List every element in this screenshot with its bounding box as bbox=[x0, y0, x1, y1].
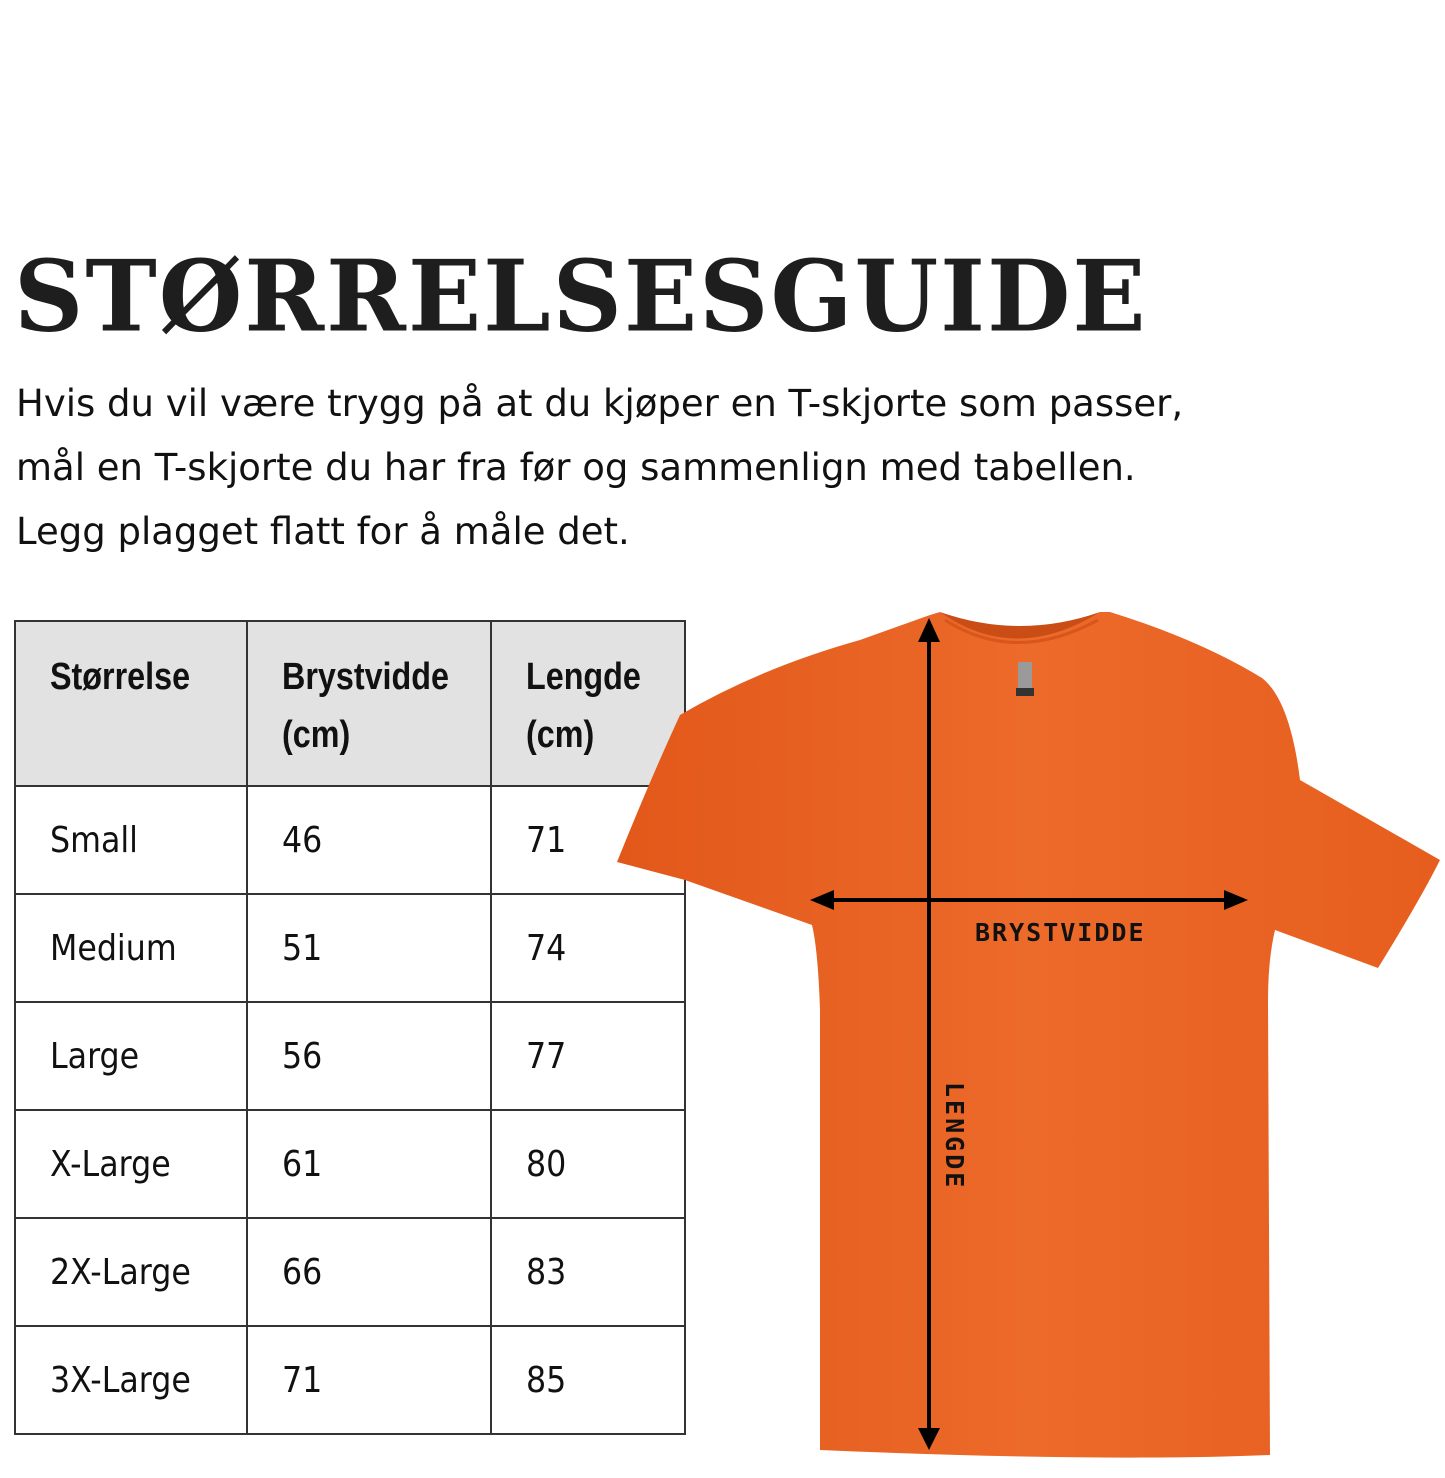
length-label: LENGDE bbox=[940, 1082, 969, 1191]
table-row bbox=[15, 786, 685, 894]
size-cell: 2X-Large bbox=[15, 1218, 247, 1326]
size-cell: X-Large bbox=[15, 1110, 247, 1218]
length-cell: 71 bbox=[491, 786, 685, 894]
chest-cell: 46 bbox=[247, 786, 491, 894]
table-row bbox=[15, 1110, 685, 1218]
size-cell: Large bbox=[15, 1002, 247, 1110]
header-size: Størrelse bbox=[15, 621, 247, 786]
size-cell: Medium bbox=[15, 894, 247, 1002]
chest-label: BRYSTVIDDE bbox=[975, 918, 1146, 947]
page-title: STØRRELSESGUIDE bbox=[14, 238, 1148, 355]
size-cell: Small bbox=[15, 786, 247, 894]
length-cell: 85 bbox=[491, 1326, 685, 1434]
tshirt-diagram bbox=[600, 600, 1445, 1478]
table-row bbox=[15, 1326, 685, 1434]
tshirt-shape bbox=[617, 612, 1440, 1458]
intro-line: Hvis du vil være trygg på at du kjøper en T-skjorte som passer, bbox=[16, 382, 1184, 425]
size-cell: 3X-Large bbox=[15, 1326, 247, 1434]
length-cell: 80 bbox=[491, 1110, 685, 1218]
header-chest: Brystvidde (cm) bbox=[247, 621, 491, 786]
length-cell: 74 bbox=[491, 894, 685, 1002]
table-row bbox=[15, 1218, 685, 1326]
chest-cell: 71 bbox=[247, 1326, 491, 1434]
table-row bbox=[15, 1002, 685, 1110]
length-cell: 83 bbox=[491, 1218, 685, 1326]
chest-cell: 66 bbox=[247, 1218, 491, 1326]
table-row bbox=[15, 894, 685, 1002]
chest-cell: 51 bbox=[247, 894, 491, 1002]
length-cell: 77 bbox=[491, 1002, 685, 1110]
size-table bbox=[14, 620, 686, 1435]
header-length: Lengde (cm) bbox=[491, 621, 685, 786]
intro-line: Legg plagget flatt for å måle det. bbox=[16, 510, 630, 553]
tag-icon bbox=[1018, 662, 1032, 692]
intro-text bbox=[16, 372, 1436, 564]
table-header-row bbox=[15, 621, 685, 786]
chest-cell: 61 bbox=[247, 1110, 491, 1218]
intro-line: mål en T-skjorte du har fra før og sammenlign med tabellen. bbox=[16, 446, 1136, 489]
chest-cell: 56 bbox=[247, 1002, 491, 1110]
